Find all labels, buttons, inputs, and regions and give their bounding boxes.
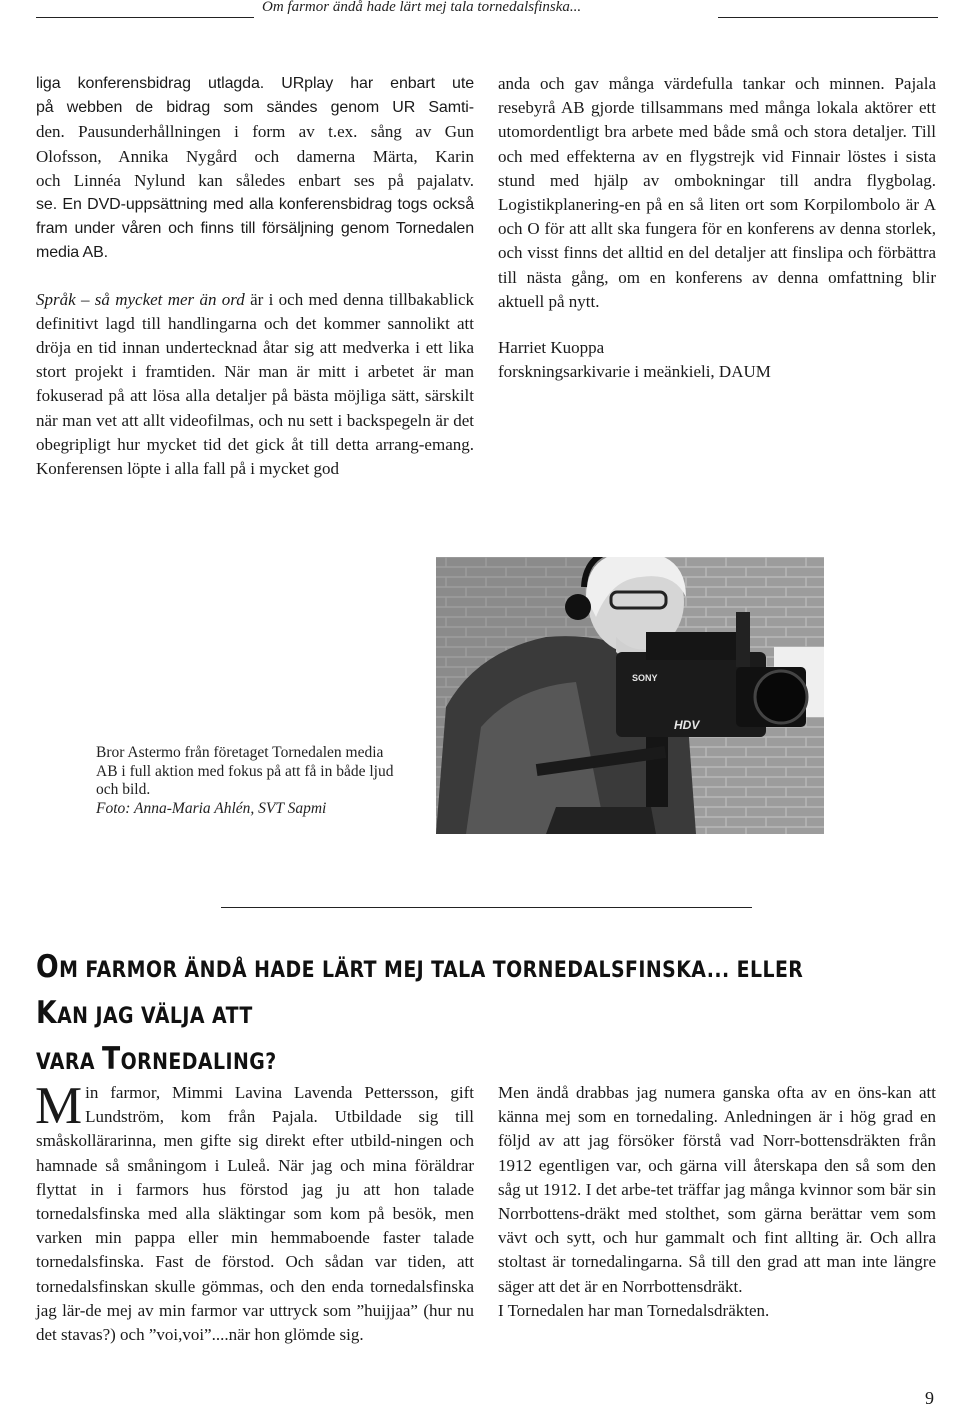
article-right-column (498, 1081, 936, 1323)
photo-cameraman (436, 557, 824, 834)
paragraph (35, 1077, 474, 1347)
prev-article-left-column (36, 72, 474, 481)
camera-brand-label: SONY (632, 673, 658, 683)
prev-article-right-column (498, 72, 936, 384)
paragraph: I Tornedalen har man Tornedalsdräkten. (498, 1300, 770, 1320)
author-role: forskningsarkivarie i meänkieli, DAUM (498, 362, 771, 382)
title-line-2: VARA TORNEDALING? (36, 1041, 277, 1077)
author-name: Harriet Kuoppa (498, 338, 605, 358)
paragraph: anda och gav många värdefulla tankar och minnen. Pajala resebyrå AB gjorde tillsammans med många lokala aktörer ett utomordentligt bra arbete med både små och stora detaljer. Till och med effekterna av en flygstrejk vid Finnair löstes i sista stund med hjälp av ombokningar till andra flygbolag. Logistikplanering-en på en så liten ort som Korpilombolo är A och O för att allt ska fungera för en konferens av denna storlek, och visst finns det alltid en del detaljer att finslipa och förbättra till nästa gång, om en konferens av denna omfattning blir aktuell på nytt. (498, 74, 936, 311)
camera-model-label: HDV (674, 718, 700, 732)
paragraph-text: in farmor, Mimmi Lavina Lavenda Pettersson, gift Lundström, kom från Pajala. Utbildade sig till småskollärarinna, men gifte sig direkt efter utbild-ningen och hamnade så småningom i Luleå. När jag och mina föräldrar flyttat in i farmors hus förstod jag ju att hon talade tornedalsfinska med alla släktingar som kom på besök, men varken min pappa eller min hemmaboende faster talade tornedalsfinska. Fast de förstod. Och sådan var tiden, att tornedalsfinskan skulle gömmas, och den enda tornedalsfinska jag lär-de mej av min farmor var uttryck som ”huijjaa” (hur nu det stavas?) och ”voi,voi”....när hon glömde sig. (36, 1083, 474, 1345)
article-left-column (35, 1077, 474, 1347)
text-line: på webben de bidrag som sändes genom UR Samti- (36, 99, 474, 117)
paragraph: Men ändå drabbas jag numera ganska ofta av en öns-kan att känna mej som en tornedaling. Anledningen är i hög grad en följd av att jag försöker förstå vad Norr-bottensdräkten från 1912 egentligen var, och gärna vill återskapa den så som den såg ut 1912. I det arbe-tet träffar jag många kvinnor som bär sin Norrbottens-dräkt med stolthet, som gärna berättar vem som vävt och sytt, och hur gammalt och fint allting är. Och allra stoltast är tornedalingarna. Så till den grad att man inte längre säger att det är en Norrbottensdräkt. (498, 1083, 936, 1296)
article-title (36, 946, 810, 1084)
text-line: Olofsson, Annika Nygård och damerna Märta, Karin (36, 146, 474, 166)
paragraph: se. En DVD-uppsättning med alla konferensbidrag togs också fram under våren och finns till försäljning genom Tornedalen media AB. (36, 196, 474, 262)
photo-credit: Foto: Anna-Maria Ahlén, SVT Sapmi (96, 799, 327, 817)
drop-cap: M (35, 1077, 83, 1135)
section-divider (221, 907, 752, 908)
header-rule-left (36, 17, 254, 18)
italic-title: Språk – så mycket mer än ord (36, 289, 245, 309)
caption-text: Bror Astermo från företaget Tornedalen media AB i full aktion med fokus på att få in både ljud och bild. (96, 744, 394, 799)
header-rule-right (718, 17, 938, 18)
text-line: och Linnéa Nylund kan således enbart ses på pajalatv. (36, 170, 474, 190)
text-line: liga konferensbidrag utlagda. URplay har enbart ute (36, 75, 474, 92)
page-number: 9 (925, 1388, 934, 1408)
photo-caption (96, 744, 396, 818)
running-header-title: Om farmor ändå hade lärt mej tala tornedalsfinska... (262, 0, 582, 15)
title-line-1: OM FARMOR ÄNDÅ HADE LÄRT MEJ TALA TORNEDALSFINSKA... ELLER KAN JAG VÄLJA ATT (36, 949, 804, 1031)
text-line: den. Pausunderhållningen i form av t.ex. sång av Gun (36, 122, 474, 142)
paragraph (36, 288, 474, 482)
cameraman-illustration (436, 557, 824, 834)
paragraph-text: är i och med denna tillbakablick definitivt lagd till handlingarna och det kommer sannolikt att dröja en tid innan undertecknad åtar sig att medverka i ett lika stort projekt i framtiden. När man är mitt i arbetet är man fokuserad på att lösa alla detaljer på bästa möjliga sätt, särskilt när man vet att allt videofilmas, och nu sett i backspegeln är det obegripligt hur mycket tid det gick åt till detta arrang-emang. Konferensen löpte i alla fall på i mycket god (36, 289, 474, 479)
